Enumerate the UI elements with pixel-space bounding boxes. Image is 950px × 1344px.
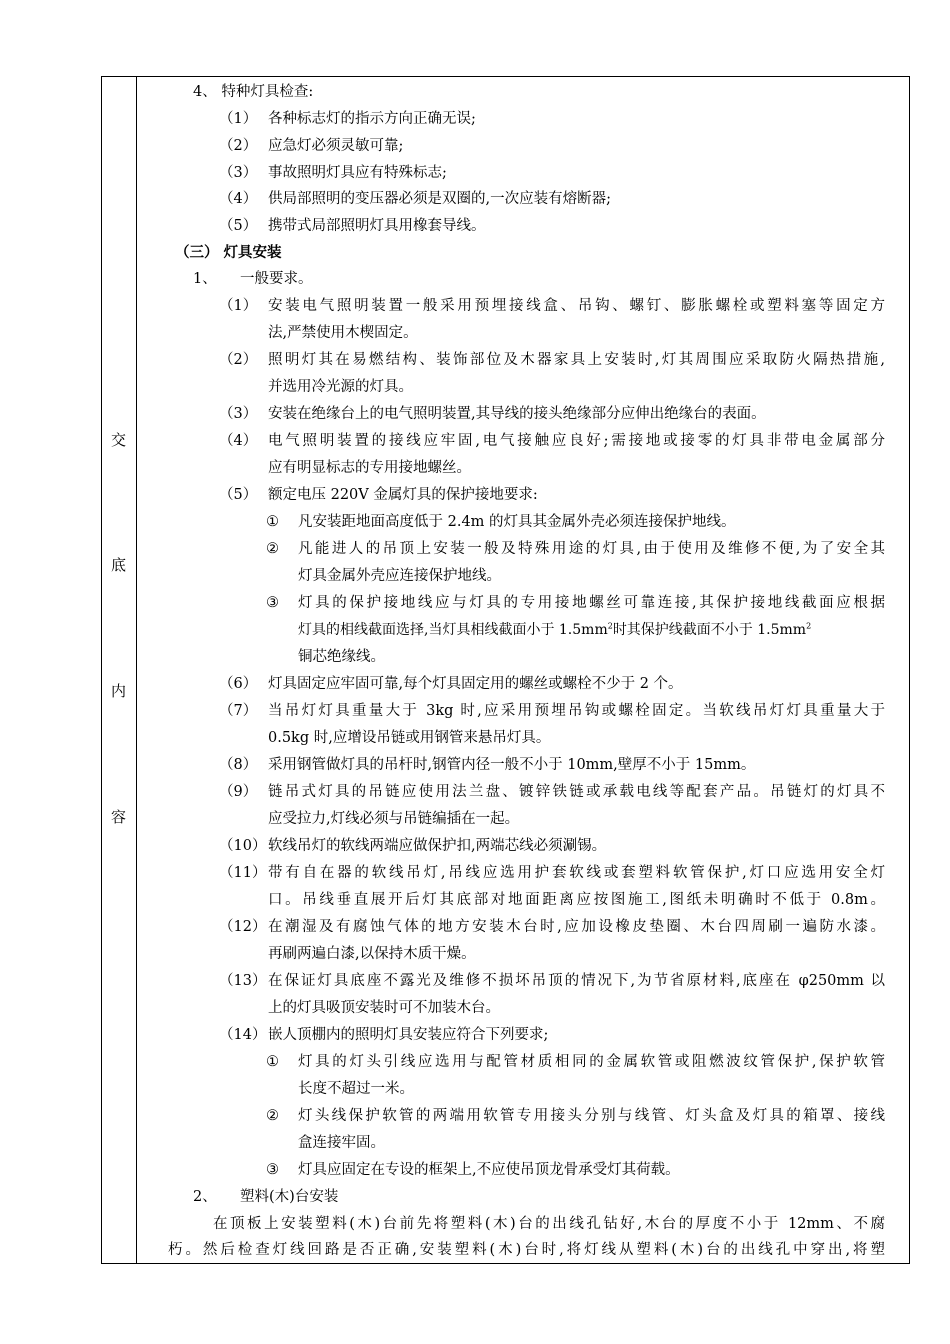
item-text: 灯具金属外壳应连接保护地线。 [298,568,501,584]
item-text: 在保证灯具底座不露光及维修不损坏吊顶的情况下,为节省原材料,底座在 φ250mm 以 [268,973,885,989]
side-label-char: 交 [110,431,126,449]
item-text: 各种标志灯的指示方向正确无误; [268,111,476,127]
superscript: 2 [806,621,812,631]
item-number: （9） [219,784,258,800]
item-text: 0.5kg 时,应增设吊链或用钢管来悬吊灯具。 [268,730,551,746]
item-number: （11） [219,865,267,881]
item-number: （2） [219,138,258,154]
item-number: （4） [219,191,258,207]
item-text: 再刷两遍白漆,以保持木质干燥。 [268,946,476,962]
item-text: 灯具的相线截面选择,当灯具相线截面小于 1.5mm [298,622,608,638]
item-number: （14） [219,1027,267,1043]
circled-number: ① [266,1054,279,1070]
item-text: 链吊式灯具的吊链应使用法兰盘、镀锌铁链或承载电线等配套产品。吊链灯的灯具不 [268,784,885,800]
item-text: 口。吊线垂直展开后灯其底部对地面距离应按图施工,图纸未明确时不低于 0.8m。 [268,892,885,908]
item-text: 应有明显标志的专用接地螺丝。 [268,460,471,476]
item-text: 灯具的灯头引线应选用与配管材质相同的金属软管或阻燃波纹管保护,保护软管 [298,1054,885,1070]
circled-number: ② [266,541,279,557]
item-text: 额定电压 220V 金属灯具的保护接地要求: [268,487,538,503]
item-text: 应急灯必须灵敏可靠; [268,138,404,154]
side-label-char: 容 [110,808,126,826]
item-number: （5） [219,487,258,503]
item-number: 2、 [193,1189,217,1205]
item-text: 带有自在器的软线吊灯,吊线应选用护套软线或套塑料软管保护,灯口应选用安全灯 [268,865,885,881]
item-text: 照明灯其在易燃结构、装饰部位及木器家具上安装时,灯其周围应采取防火隔热措施, [268,352,885,368]
item-text: 事故照明灯具应有特殊标志; [268,165,447,181]
item-number: （5） [219,218,258,234]
circled-number: ③ [266,1162,279,1178]
item-text: 灯头线保护软管的两端用软管专用接头分别与线管、灯头盒及灯具的箱罩、接线 [298,1108,885,1124]
item-number: （1） [219,111,258,127]
item-text: 灯具的保护接地线应与灯具的专用接地螺丝可靠连接,其保护接地线截面应根据 [298,595,885,611]
item-text: 电气照明装置的接线应牢固,电气接触应良好;需接地或接零的灯具非带电金属部分 [268,433,885,449]
subsection-title: 一般要求。 [240,271,313,287]
item-number: （1） [219,298,258,314]
item-number: （3） [219,165,258,181]
section-heading: （三） 灯具安装 [175,244,282,261]
item-text: 法,严禁使用木楔固定。 [268,325,418,341]
item-text-with-superscript [298,620,811,640]
circled-number: ③ [266,595,279,611]
item-text: 当吊灯灯具重量大于 3kg 时,应采用预埋吊钩或螺栓固定。当软线吊灯灯具重量大于 [268,703,885,719]
item-number: （10） [219,838,267,854]
item-number: （3） [219,406,258,422]
side-label-char: 底 [110,556,126,574]
section-heading: 4、 特种灯具检查: [193,84,314,100]
circled-number: ① [266,514,279,530]
item-number: （6） [219,676,258,692]
subsection-title: 塑料(木)台安装 [240,1189,339,1205]
item-text: 嵌人顶棚内的照明灯具安装应符合下列要求; [268,1027,549,1043]
item-text: 并选用冷光源的灯具。 [268,379,413,395]
item-number: 1、 [193,271,217,287]
item-text: 铜芯绝缘线。 [298,649,385,665]
paragraph-line: 朽。然后检查灯线回路是否正确,安装塑料(木)台时,将灯线从塑料(木)台的出线孔中穿出,将塑 [168,1242,885,1258]
paragraph-line: 在顶板上安装塑料(木)台前先将塑料(木)台的出线孔钻好,木台的厚度不小于 12mm、不腐 [213,1216,885,1232]
item-number: （8） [219,757,258,773]
item-number: （13） [219,973,267,989]
item-number: （4） [219,433,258,449]
side-label-char: 内 [110,682,126,700]
item-text: 采用钢管做灯具的吊杆时,钢管内径一般不小于 10mm,壁厚不小于 15mm。 [268,757,756,773]
item-text: 应受拉力,灯线必须与吊链编插在一起。 [268,811,520,827]
item-text: 安装在绝缘台上的电气照明装置,其导线的接头绝缘部分应伸出绝缘台的表面。 [268,406,766,422]
item-text: 软线吊灯的软线两端应做保护扣,两端芯线必须涮锡。 [268,838,607,854]
column-divider [136,76,137,1264]
item-text: 携带式局部照明灯具用橡套导线。 [268,218,486,234]
item-text: 时其保护线截面不小于 1.5mm [612,622,807,638]
item-text: 盒连接牢固。 [298,1135,385,1151]
circled-number: ② [266,1108,279,1124]
superscript: 2 [607,621,613,631]
item-text: 长度不超过一米。 [298,1081,414,1097]
item-number: （7） [219,703,258,719]
item-text: 凡安装距地面高度低于 2.4m 的灯具其金属外壳必须连接保护地线。 [298,514,736,530]
item-text: 在潮湿及有腐蚀气体的地方安装木台时,应加设橡皮垫圈、木台四周刷一遍防水漆。 [268,919,885,935]
item-text: 灯具固定应牢固可靠,每个灯具固定用的螺丝或螺栓不少于 2 个。 [268,676,683,692]
item-text: 灯具应固定在专设的框架上,不应使吊顶龙骨承受灯其荷载。 [298,1162,680,1178]
item-text: 上的灯具吸顶安装时可不加装木台。 [268,1000,500,1016]
item-number: （12） [219,919,267,935]
item-text: 供局部照明的变压器必须是双圈的,一次应装有熔断器; [268,191,611,207]
item-text: 安装电气照明装置一般采用预埋接线盒、吊钩、螺钉、膨胀螺栓或塑料塞等固定方 [268,298,885,314]
item-number: （2） [219,352,258,368]
item-text: 凡能进人的吊顶上安装一般及特殊用途的灯具,由于使用及维修不便,为了安全其 [298,541,885,557]
